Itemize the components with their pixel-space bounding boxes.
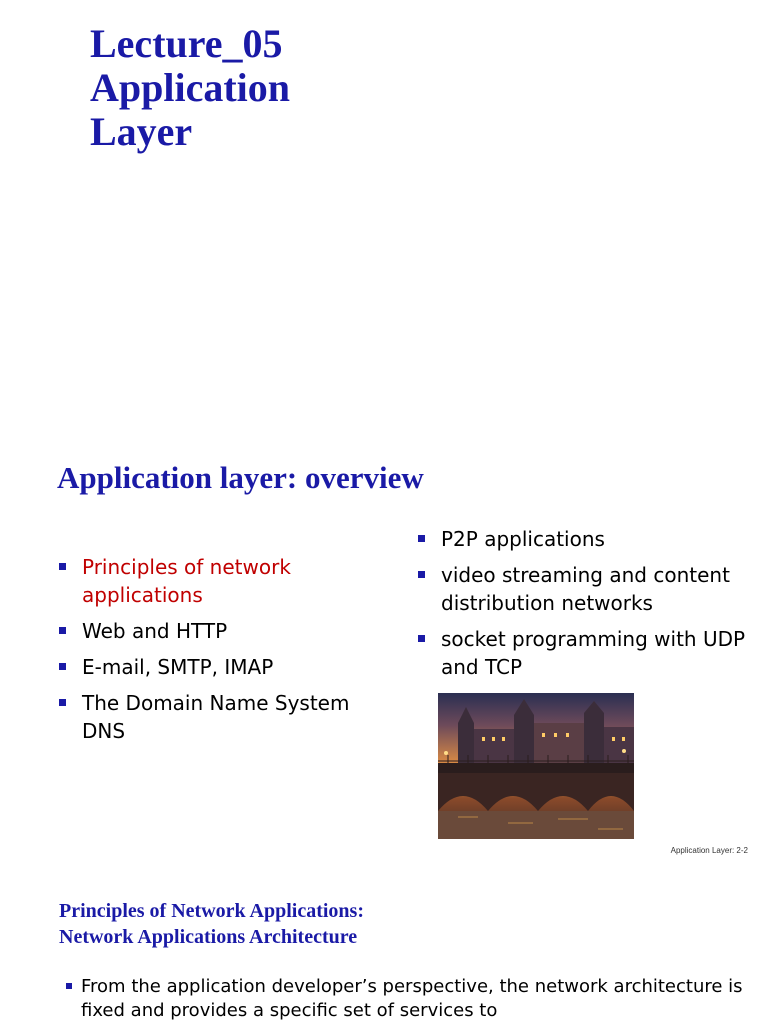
architecture-body-text: From the application developer’s perspective, the network architecture is fixed and provides a specific set of services to	[81, 976, 743, 1021]
title-slide	[0, 0, 768, 430]
bullet-icon	[59, 663, 66, 670]
architecture-slide	[0, 870, 768, 1024]
right-topic-list	[416, 525, 756, 689]
list-item-text: Principles of network applications	[82, 555, 291, 607]
bullet-icon	[418, 635, 425, 642]
list-item-text: The Domain Name System DNS	[82, 691, 350, 743]
list-item	[57, 617, 377, 645]
bridge-photo	[438, 693, 634, 839]
list-item	[57, 689, 377, 745]
slide-number: Application Layer: 2-2	[670, 846, 748, 855]
list-item	[416, 625, 756, 681]
lecture-title-line: Application	[90, 65, 291, 110]
bullet-icon	[66, 983, 72, 989]
bullet-icon	[418, 571, 425, 578]
architecture-title-line: Principles of Network Applications:	[59, 900, 364, 922]
list-item-text: socket programming with UDP and TCP	[441, 627, 746, 679]
bullet-icon	[59, 627, 66, 634]
left-topic-list	[57, 553, 377, 753]
bridge-illustration	[438, 693, 634, 839]
architecture-title	[59, 898, 364, 950]
lecture-title-line: Lecture_05	[90, 21, 283, 66]
list-item	[416, 525, 756, 553]
bullet-icon	[418, 535, 425, 542]
bullet-icon	[59, 699, 66, 706]
list-item	[416, 561, 756, 617]
list-item-text: video streaming and content distribution networks	[441, 563, 730, 615]
overview-title: Application layer: overview	[57, 460, 424, 495]
list-item	[57, 553, 377, 609]
lecture-title	[90, 22, 290, 154]
bullet-icon	[59, 563, 66, 570]
list-item-text: Web and HTTP	[82, 619, 228, 643]
lecture-title-line: Layer	[90, 109, 193, 154]
architecture-title-line: Network Applications Architecture	[59, 926, 358, 948]
list-item-text: P2P applications	[441, 527, 605, 551]
architecture-body	[66, 975, 761, 1023]
list-item	[57, 653, 377, 681]
overview-slide	[0, 430, 768, 870]
list-item-text: E-mail, SMTP, IMAP	[82, 655, 274, 679]
